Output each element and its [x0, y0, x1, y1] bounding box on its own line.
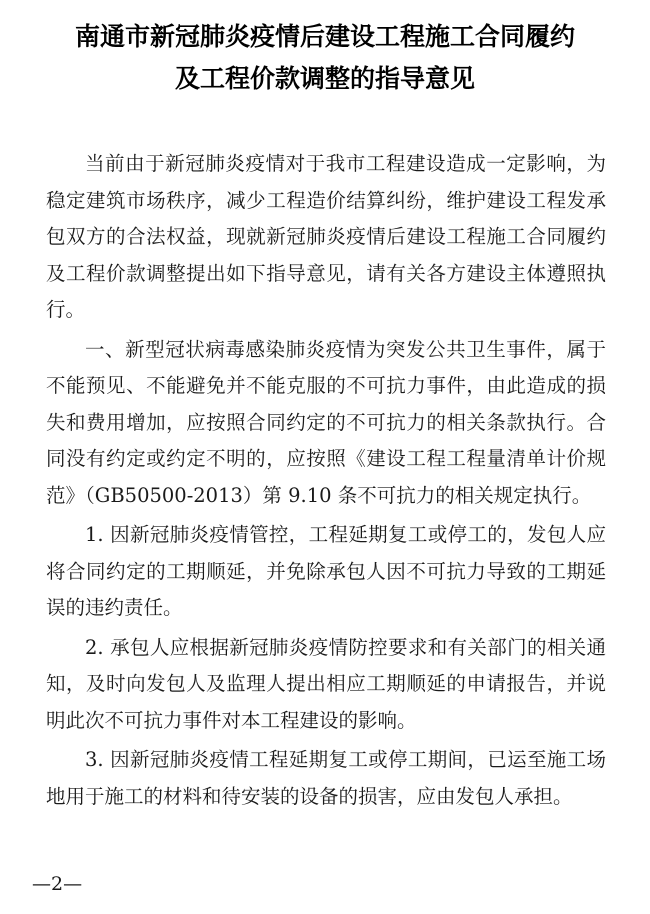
paragraph-intro: 当前由于新冠肺炎疫情对于我市工程建设造成一定影响，为稳定建筑市场秩序，减少工程造价结算纠纷，维护建设工程发承包双方的合法权益，现就新冠肺炎疫情后建设工程施工合同履约及工程价款调整提出如下指导意见，请有关各方建设主体遵照执行。: [46, 152, 606, 321]
title-line-2: 及工程价款调整的指导意见: [174, 64, 475, 93]
paragraph-item-1: 1. 因新冠肺炎疫情管控，工程延期复工或停工的，发包人应将合同约定的工期顺延，并免除承包人因不可抗力导致的工期延误的违约责任。: [46, 523, 606, 619]
document-body: [46, 146, 606, 815]
document-title: [20, 16, 630, 100]
paragraph-item-3: 3. 因新冠肺炎疫情工程延期复工或停工期间，已运至施工场地用于施工的材料和待安装的设备的损害，应由发包人承担。: [46, 748, 606, 808]
paragraph-item-2: 2. 承包人应根据新冠肺炎疫情防控要求和有关部门的相关通知，及时向发包人及监理人提出相应工期顺延的申请报告，并说明此次不可抗力事件对本工程建设的影响。: [46, 635, 606, 732]
paragraph-section-1: 一、新型冠状病毒感染肺炎疫情为突发公共卫生事件，属于不能预见、不能避免并不能克服的不可抗力事件，由此造成的损失和费用增加，应按照合同约定的不可抗力的相关条款执行。合同没有约定或约定不明的，应按照《建设工程工程量清单计价规范》（GB50500-2013）第 9.10 条不可抗力的相关规定执行。: [46, 337, 606, 507]
title-line-1: 南通市新冠肺炎疫情后建设工程施工合同履约: [74, 22, 575, 51]
page-number: —2—: [32, 873, 83, 895]
